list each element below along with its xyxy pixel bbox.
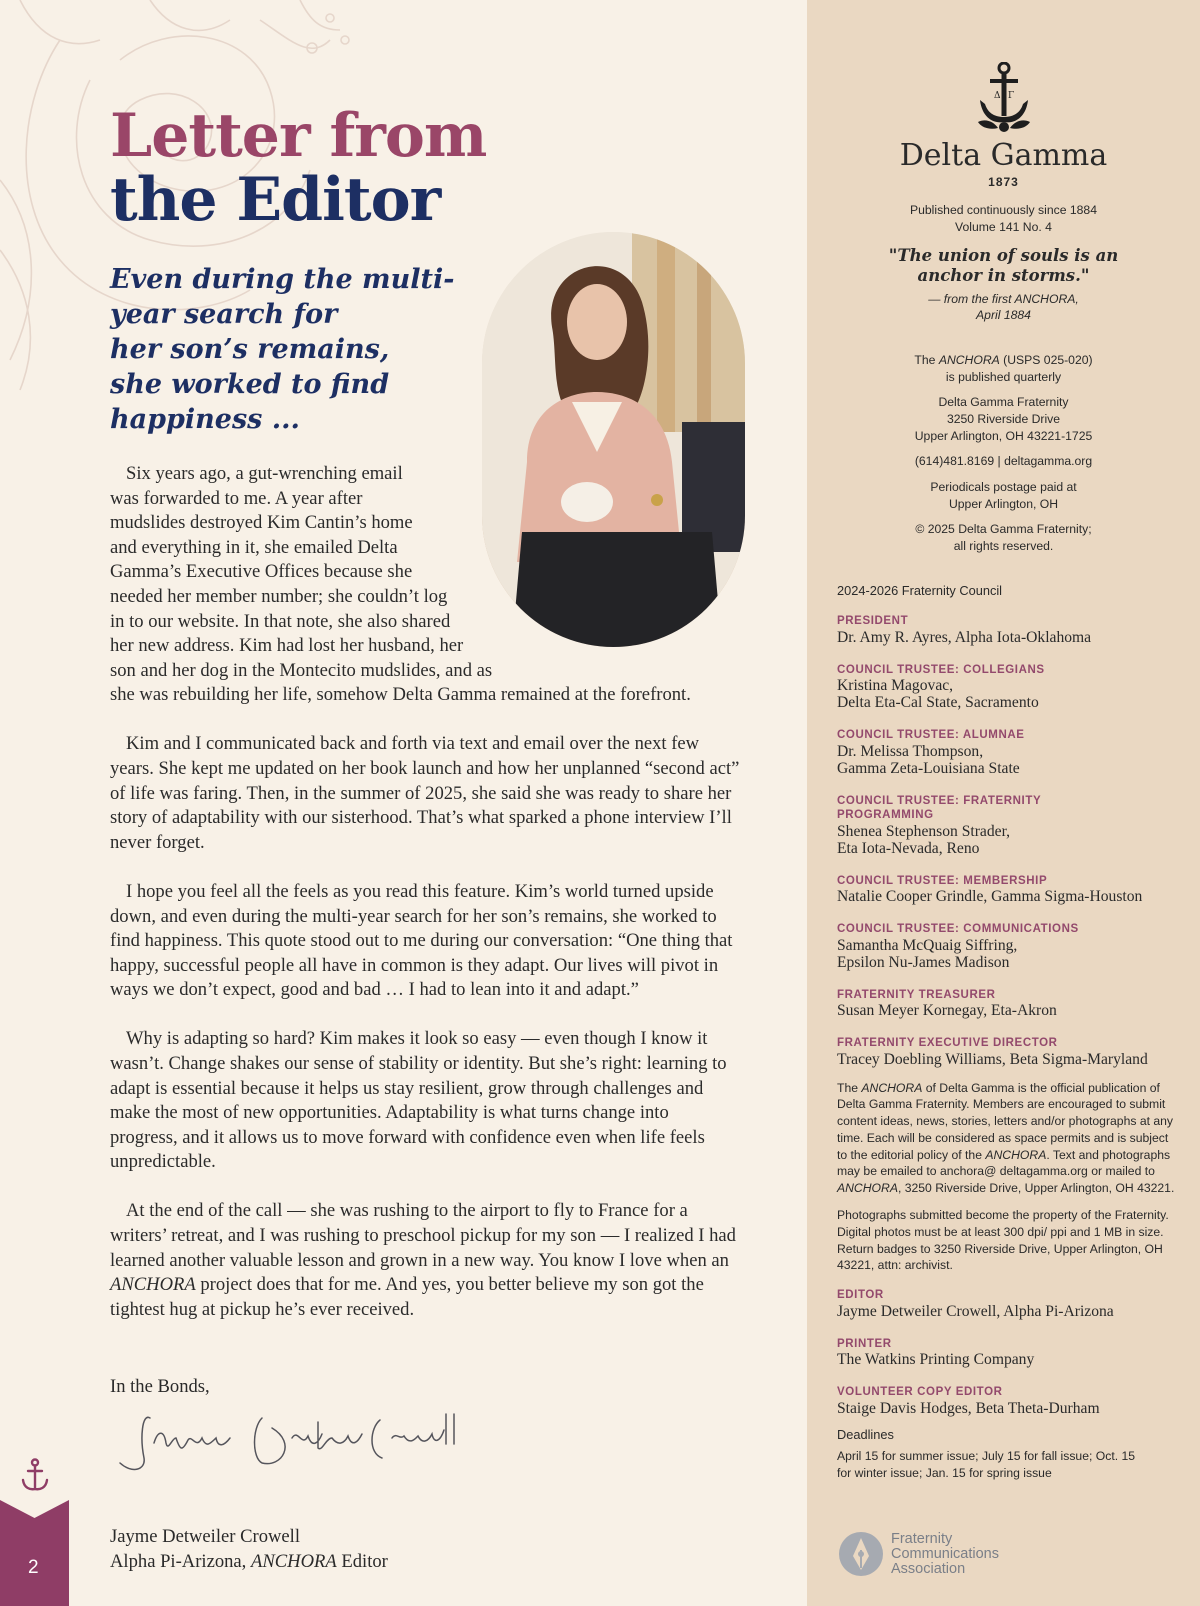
member-name	[837, 743, 1177, 777]
staff-entry	[837, 1288, 1177, 1320]
role-label: EDITOR	[837, 1289, 884, 1302]
svg-text:Δ: Δ	[994, 91, 1001, 101]
fca-line: Association	[891, 1560, 966, 1577]
usps-anchora: ANCHORA	[938, 353, 1000, 367]
deck-line: year search for	[110, 299, 338, 330]
handwritten-signature	[112, 1408, 462, 1478]
role-label: COUNCIL TRUSTEE: MEMBERSHIP	[837, 874, 1048, 887]
deck-line: her son’s remains,	[110, 334, 390, 365]
delta-gamma-crest-icon	[960, 62, 1048, 136]
member-name	[837, 677, 1177, 711]
deadlines-text: April 15 for summer issue; July 15 for fall issue; Oct. 15 for winter issue; Jan. 15 for spring issue	[837, 1448, 1136, 1480]
author-byline	[110, 1525, 388, 1574]
member-line: Kristina Magovac,	[837, 677, 954, 694]
deck-subhead	[110, 262, 480, 437]
anchor-icon	[20, 1458, 50, 1494]
role-label: FRATERNITY TREASURER	[837, 988, 996, 1001]
fca-logo	[837, 1530, 999, 1578]
council-entry	[837, 1036, 1177, 1068]
author-title-b: Editor	[336, 1550, 388, 1572]
postage-line-1: Periodicals postage paid at	[930, 480, 1077, 494]
member-name	[837, 937, 1177, 971]
role-label: PRINTER	[837, 1337, 892, 1350]
usps-line-2: is published quarterly	[945, 370, 1062, 384]
paragraph-3: I hope you feel all the feels as you read this feature. Kim’s world turned upside down, and even during the multi-year search for her son’s remains, she worked to find happiness. This quote stood out to me during our conversation: “One thing that happy, successful people all have in common is they adapt. Our lives will pivot in ways we don’t expect, good and bad … I had to lean into it and adapt.”	[110, 880, 733, 1001]
body-line: son and her dog in the Montecito mudslides, and as	[110, 659, 493, 681]
usps-a: The	[914, 353, 939, 367]
paragraph-4: Why is adapting so hard? Kim makes it look so easy — even though I know it wasn’t. Change shakes our sense of stability or identity. But she’s right: learning to adapt is essential because it helps us stay resilient, grow through challenges and make the most of new opportunities. Adaptability is what turns change into progress, and it allows us to move forward with confidence even when life feels unpredictable.	[110, 1028, 727, 1173]
role-label: VOLUNTEER COPY EDITOR	[837, 1386, 1003, 1399]
member-name: Natalie Cooper Grindle, Gamma Sigma-Houston	[837, 888, 1143, 905]
council-entry	[837, 794, 1177, 857]
staff-entry	[837, 1385, 1177, 1417]
body-line: was forwarded to me. A year after	[110, 487, 363, 509]
policy-d: , 3250 Riverside Drive, Upper Arlington, OH 43221.	[897, 1181, 1175, 1196]
p5-text-a: At the end of the call — she was rushing to the airport to fly to France for a writers’ retreat, and I was rushing to preschool pickup for my son — I realized I had learned another valuable lesson and grown in a new way. You know I love when an	[110, 1200, 736, 1271]
author-title-anchora: ANCHORA	[250, 1550, 337, 1572]
member-name: Staige Davis Hodges, Beta Theta-Durham	[837, 1399, 1100, 1417]
deck-line: happiness ...	[110, 404, 300, 435]
author-title-a: Alpha Pi-Arizona,	[110, 1550, 251, 1572]
title-line-1: Letter from	[110, 101, 487, 171]
policy-anchora-3: ANCHORA	[837, 1181, 898, 1196]
council-entry	[837, 663, 1177, 712]
member-line: Epsilon Nu-James Madison	[837, 953, 1010, 971]
member-line: Delta Eta-Cal State, Sacramento	[837, 694, 1039, 711]
role-label: COUNCIL TRUSTEE: ALUMNAE	[837, 729, 1025, 741]
body-line: she was rebuilding her life, somehow Delta Gamma remained at the forefront.	[110, 684, 691, 706]
role-label: COUNCIL TRUSTEE: FRATERNITY PROGRAMMING	[837, 794, 1042, 821]
role-label: FRATERNITY EXECUTIVE DIRECTOR	[837, 1037, 1058, 1049]
policy-a: The	[837, 1080, 862, 1095]
council-entry	[837, 874, 1177, 906]
body-line: her new address. Kim had lost her husband, her	[110, 635, 464, 657]
deck-line: she worked to find	[110, 369, 390, 400]
fca-pen-nib-icon	[837, 1530, 885, 1578]
volume: Volume 141 No. 4	[955, 220, 1052, 234]
policy-b: of Delta Gamma is the official publication of Delta Gamma Fraternity. Members are encouraged to submit content ideas, news, stories, letters and/or photographs at any time. Each will be considered as space permits and is subject to the editorial policy of the	[837, 1080, 1174, 1162]
member-line: Samantha McQuaig Siffring,	[837, 936, 1018, 954]
body-line: Six years ago, a gut-wrenching email	[126, 463, 403, 484]
author-title	[110, 1550, 388, 1575]
usps-b: (USPS 025-020)	[999, 353, 1093, 367]
author-name: Jayme Detweiler Crowell	[110, 1526, 301, 1547]
letter-body	[110, 462, 740, 1347]
role-label: PRESIDENT	[837, 615, 909, 627]
contact-line: (614)481.8169 | deltagamma.org	[914, 454, 1093, 468]
p5-anchora-italic: ANCHORA	[110, 1274, 196, 1296]
role-label: COUNCIL TRUSTEE: COLLEGIANS	[837, 663, 1045, 676]
fca-line: Communications	[891, 1545, 999, 1562]
published-since: Published continuously since 1884	[909, 203, 1097, 217]
quote-line-2: anchor in storms."	[917, 266, 1090, 285]
body-line: in to our website. In that note, she also shared	[110, 610, 451, 632]
fca-line: Fraternity	[891, 1530, 953, 1547]
member-name: Susan Meyer Kornegay, Eta-Akron	[837, 1002, 1057, 1019]
policy-anchora-2: ANCHORA	[985, 1147, 1047, 1162]
quote-source-1: — from the first ANCHORA,	[928, 292, 1079, 306]
address-line-2: 3250 Riverside Drive	[946, 412, 1061, 426]
copyright-line-2: all rights reserved.	[953, 539, 1054, 553]
quote-line-1: "The union of souls is an	[888, 246, 1119, 265]
svg-text:Γ: Γ	[1008, 91, 1015, 101]
fca-wordmark	[891, 1532, 999, 1577]
member-line: Eta Iota-Nevada, Reno	[837, 839, 980, 857]
masthead-sidebar	[807, 0, 1200, 1606]
council-entry	[837, 614, 1177, 646]
founded-year: 1873	[988, 175, 1019, 189]
deck-line: Even during the multi-	[110, 264, 455, 295]
member-name: Dr. Amy R. Ayres, Alpha Iota-Oklahoma	[837, 628, 1092, 646]
member-line: Shenea Stephenson Strader,	[837, 822, 1011, 840]
paragraph-1-wrap	[110, 462, 510, 683]
council-header: 2024-2026 Fraternity Council	[837, 583, 1003, 598]
body-line: Gamma’s Executive Offices because she	[110, 561, 413, 583]
deadlines-label: Deadlines	[837, 1426, 894, 1442]
member-line: Dr. Melissa Thompson,	[837, 742, 984, 760]
copyright-line-1: © 2025 Delta Gamma Fraternity;	[915, 522, 1092, 536]
role-label: COUNCIL TRUSTEE: COMMUNICATIONS	[837, 923, 1079, 935]
member-name: Tracey Doebling Williams, Beta Sigma-Maryland	[837, 1050, 1148, 1068]
title-line-2: the Editor	[110, 165, 441, 235]
policy-c: . Text and photographs may be emailed to anchora@ deltagamma.org or mailed to	[837, 1147, 1171, 1179]
council-entry	[837, 922, 1177, 971]
staff-entry	[837, 1337, 1177, 1369]
photo-policy: Photographs submitted become the property of the Fraternity. Digital photos must be at least 300 dpi/ ppi and 1 MB in size. Return badges to 3250 Riverside Drive, Upper Arlington, OH 43221, attn: archivist.	[837, 1208, 1169, 1273]
member-name	[837, 823, 1177, 857]
usps-line-1	[807, 352, 1200, 369]
body-line: mudslides destroyed Kim Cantin’s home	[110, 512, 413, 534]
address-line-3: Upper Arlington, OH 43221-1725	[914, 429, 1093, 443]
page-corner-tab	[0, 1500, 69, 1606]
address-line-1: Delta Gamma Fraternity	[938, 395, 1069, 409]
org-name: Delta Gamma	[899, 138, 1108, 173]
member-name: Jayme Detweiler Crowell, Alpha Pi-Arizona	[837, 1302, 1114, 1320]
quote-source-2: April 1884	[976, 308, 1031, 322]
council-entry	[837, 728, 1177, 777]
fraternity-council	[837, 583, 1177, 1491]
member-line: Gamma Zeta-Louisiana State	[837, 759, 1020, 777]
page-number: 2	[28, 1557, 39, 1578]
body-line: needed her member number; she couldn’t log	[110, 585, 448, 607]
editorial-policy	[837, 1080, 1177, 1198]
signoff: In the Bonds,	[110, 1376, 210, 1397]
member-name: The Watkins Printing Company	[837, 1351, 1035, 1369]
paragraph-5	[110, 1199, 740, 1322]
p5-text-b: project does that for me. And yes, you better believe my son got the tightest hug at pickup he’s ever received.	[110, 1274, 704, 1320]
paragraph-2: Kim and I communicated back and forth via text and email over the next few years. She kept me updated on her book launch and how her unplanned “second act” of life was faring. Then, in the summer of 2025, she said she was ready to share her story of adaptability with our sisterhood. That’s what sparked a phone interview I’ll never forget.	[110, 733, 740, 853]
page-title	[110, 101, 487, 235]
council-entry	[837, 988, 1177, 1020]
policy-anchora: ANCHORA	[861, 1080, 923, 1095]
postage-line-2: Upper Arlington, OH	[948, 497, 1059, 511]
body-line: and everything in it, she emailed Delta	[110, 536, 398, 558]
